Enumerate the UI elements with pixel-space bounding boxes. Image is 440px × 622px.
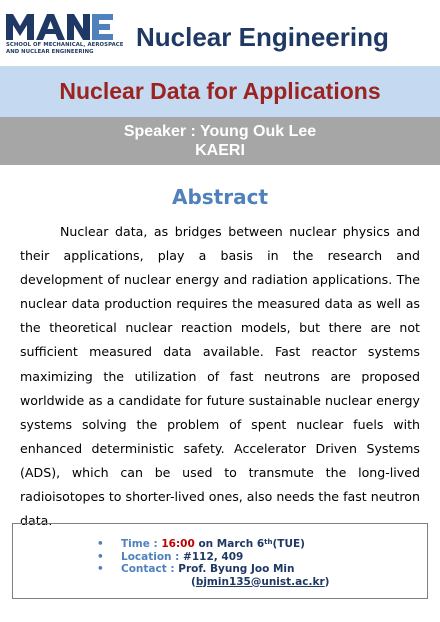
logo-subtitle (6, 42, 126, 56)
time-value: 16:00 (161, 538, 195, 550)
speaker-name: Speaker : Young Ouk Lee (123, 123, 317, 140)
logo-wordmark (6, 10, 126, 40)
department-name: Nuclear Engineering (136, 22, 389, 52)
contact-email-link[interactable]: bjmin135@unist.ac.kr (195, 575, 325, 588)
logo-subtitle-line1: SCHOOL OF MECHANICAL, AEROSPACE (6, 42, 124, 48)
email-open-paren: ( (191, 575, 196, 588)
contact-value: Prof. Byung Joo Min (178, 563, 295, 575)
date-suffix-ordinal: th (264, 538, 273, 546)
mane-logo-icon (6, 12, 114, 40)
location-value: #112, 409 (183, 550, 244, 563)
speaker-band (0, 117, 440, 165)
school-logo (6, 10, 126, 56)
seminar-title-band (0, 66, 440, 117)
time-label: Time : (121, 538, 158, 550)
date-prefix: on March 6 (198, 538, 265, 550)
time-item (97, 538, 329, 551)
event-info-box (12, 523, 428, 599)
contact-item (97, 563, 329, 576)
abstract-heading: Abstract (171, 185, 269, 209)
logo-subtitle-line2: AND NUCLEAR ENGINEERING (6, 49, 94, 55)
event-info-list (97, 538, 329, 588)
bullet-icon: • (97, 550, 104, 563)
bullet-icon: • (97, 563, 104, 575)
email-close-paren: ) (324, 575, 330, 588)
header (0, 0, 440, 66)
email-item (97, 576, 329, 589)
contact-label: Contact : (121, 563, 175, 575)
date-weekday: (TUE) (272, 538, 305, 550)
location-item (97, 551, 329, 564)
abstract-body: Nuclear data, as bridges between nuclear physics and their applications, play a basis in the research and development of nuclear energy and radiation applications. The nuclear data production requires the measured data as well as the theoretical nuclear reaction models, but there are not sufficient measured data available. Fast reactor systems maximizing the utilization of fast neutrons are proposed worldwide as a candidate for future sustainable nuclear energy systems solving the problem of spent nuclear fuels with enhanced deterministic safety. Accelerator Driven Systems (ADS), which can be used to transmute the long-lived radioisotopes to shorter-lived ones, also needs the fast neutron data. (20, 224, 420, 529)
bullet-icon: • (97, 538, 104, 550)
speaker-affiliation: KAERI (195, 142, 245, 159)
location-label: Location : (121, 550, 180, 563)
seminar-title: Nuclear Data for Applications (59, 78, 381, 104)
